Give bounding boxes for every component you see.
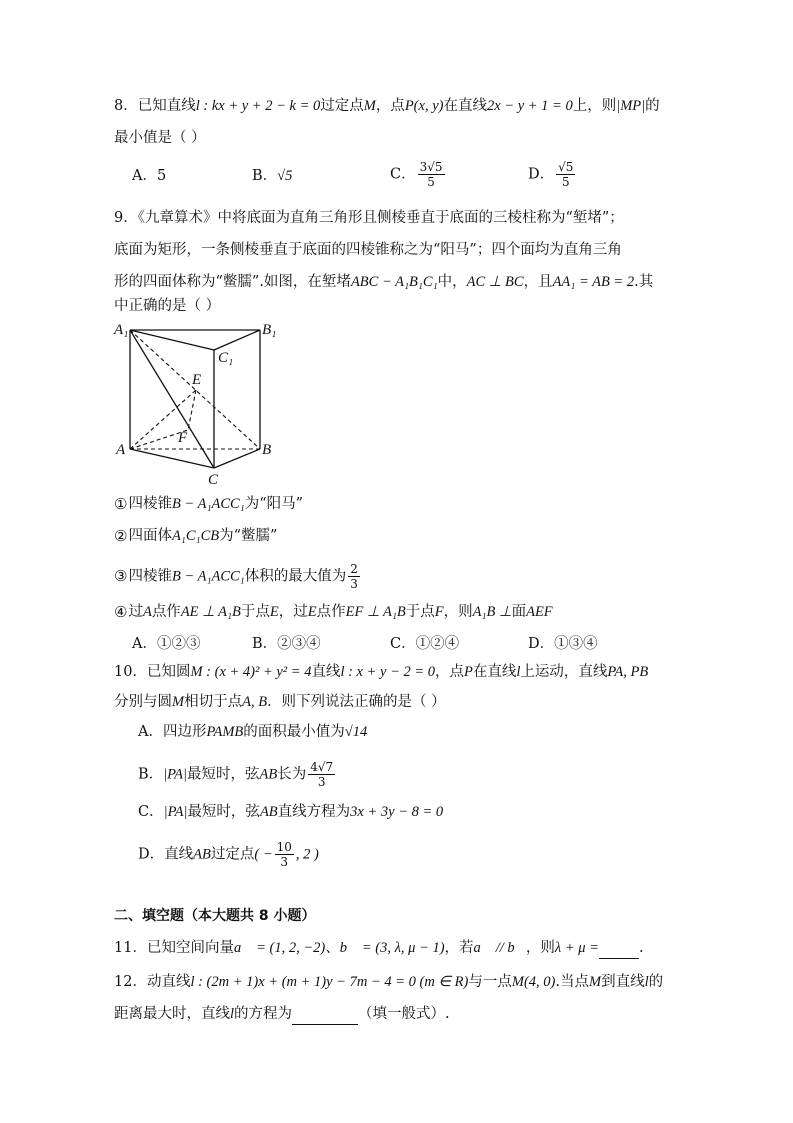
edge-a1-c1 <box>130 330 214 350</box>
q9-option-d: D．①③④ <box>528 636 598 652</box>
q9-statement-3: ③四棱锥B − A₁ACC₁体积的最大值为 $\frac{2}{3}$ <box>114 562 358 591</box>
q8-option-d: D． $\frac{√5}{5}$ <box>528 160 574 189</box>
q9-line3: 形的四面体称为“鳖臑”.如图，在堑堵ABC − A₁B₁C₁中，AC ⊥ BC，且AA₁ = AB = 2.其 <box>114 274 654 290</box>
q8-line2: 最小值是（ ） <box>114 130 206 146</box>
label-f: F <box>178 430 188 446</box>
q9-line2: 底面为矩形，一条侧棱垂直于底面的四棱锥称之为“阳马”；四个面均为直角三角 <box>114 242 622 258</box>
q11-answer-blank[interactable] <box>599 938 639 959</box>
q8-line1: 8．已知直线l : kx + y + 2 − k = 0过定点M，点P(x, y)在直线2x − y + 1 = 0上，则|MP|的 <box>114 98 660 114</box>
q9-option-c: C．①②④ <box>390 636 460 652</box>
label-c: C <box>208 472 219 488</box>
edge-c-b <box>214 449 260 468</box>
q8-option-a: A．5 <box>132 168 167 184</box>
q10-option-b: B．|PA|最短时，弦AB长为 $\frac{4√7}{3}$ <box>138 760 334 789</box>
prism-figure <box>112 318 282 488</box>
q8-option-c-fraction: $\frac{3√5}{5}$ <box>419 160 443 189</box>
q10-line1: 10．已知圆M : (x + 4)² + y² = 4直线l : x + y − 2 = 0，点P在直线l上运动，直线PA, PB <box>114 664 649 680</box>
q9-statement-1: ①四棱锥B − A₁ACC₁为“阳马” <box>114 494 304 513</box>
edge-c1-b1 <box>214 330 260 350</box>
q9-statement-3-fraction: $\frac{2}{3}$ <box>350 562 358 591</box>
q9-option-b: B．②③④ <box>252 636 321 652</box>
q12-line2: 距离最大时，直线l的方程为 （填一般式）. <box>114 1004 450 1025</box>
q9-option-a: A．①②③ <box>132 636 201 652</box>
label-b1: B₁ <box>262 322 277 338</box>
q10-option-a: A．四边形PAMB的面积最小值为√14 <box>138 724 368 740</box>
label-b: B <box>262 442 272 458</box>
label-c1: C₁ <box>218 350 234 366</box>
q9-line4: 中正确的是（ ） <box>114 298 221 314</box>
q8-option-c: C． $\frac{3√5}{5}$ <box>390 160 443 189</box>
q10-option-b-fraction: $\frac{4√7}{3}$ <box>310 760 334 789</box>
q10-option-c: C．|PA|最短时，弦AB直线方程为3x + 3y − 8 = 0 <box>138 804 444 820</box>
label-a1: A₁ <box>114 322 129 338</box>
label-a: A <box>116 442 126 458</box>
q8-option-b: B．√5 <box>252 168 293 184</box>
q9-line1: 9．《九章算术》中将底面为直角三角形且侧棱垂直于底面的三棱柱称为“堑堵”； <box>114 210 624 226</box>
q9-statement-4: ④过A点作AE ⊥ A₁B于点E，过E点作EF ⊥ A₁B于点F，则A₁B ⊥面AEF <box>114 602 553 621</box>
q12-line1: 12．动直线l : (2m + 1)x + (m + 1)y − 7m − 4 = 0 (m ∈ R)与一点M(4, 0).当点M到直线l的 <box>114 974 664 990</box>
section-title: 二、填空题（本大题共 8 小题） <box>114 908 316 924</box>
q11-line: 11．已知空间向量a⃗ = (1, 2, −2)、b⃗ = (3, λ, μ − 1)，若a⃗ // b⃗，则λ + μ = . <box>114 938 644 959</box>
q8-option-d-fraction: $\frac{√5}{5}$ <box>558 160 574 189</box>
diagonal-a1-b-hidden <box>130 330 260 449</box>
q10-option-d: D．直线AB过定点( − $\frac{10}{3}$ , 2 ) <box>138 840 319 869</box>
q10-line2: 分别与圆M相切于点A, B．则下列说法正确的是（ ） <box>114 694 446 710</box>
diagonal-a1-c <box>130 330 214 468</box>
q9-statement-2: ②四面体A₁C₁CB为“鳖臑” <box>114 526 278 545</box>
q12-answer-blank[interactable] <box>292 1004 358 1025</box>
q10-option-d-fraction: $\frac{10}{3}$ <box>276 840 292 869</box>
edge-a-c <box>130 449 214 468</box>
label-e: E <box>192 372 202 388</box>
